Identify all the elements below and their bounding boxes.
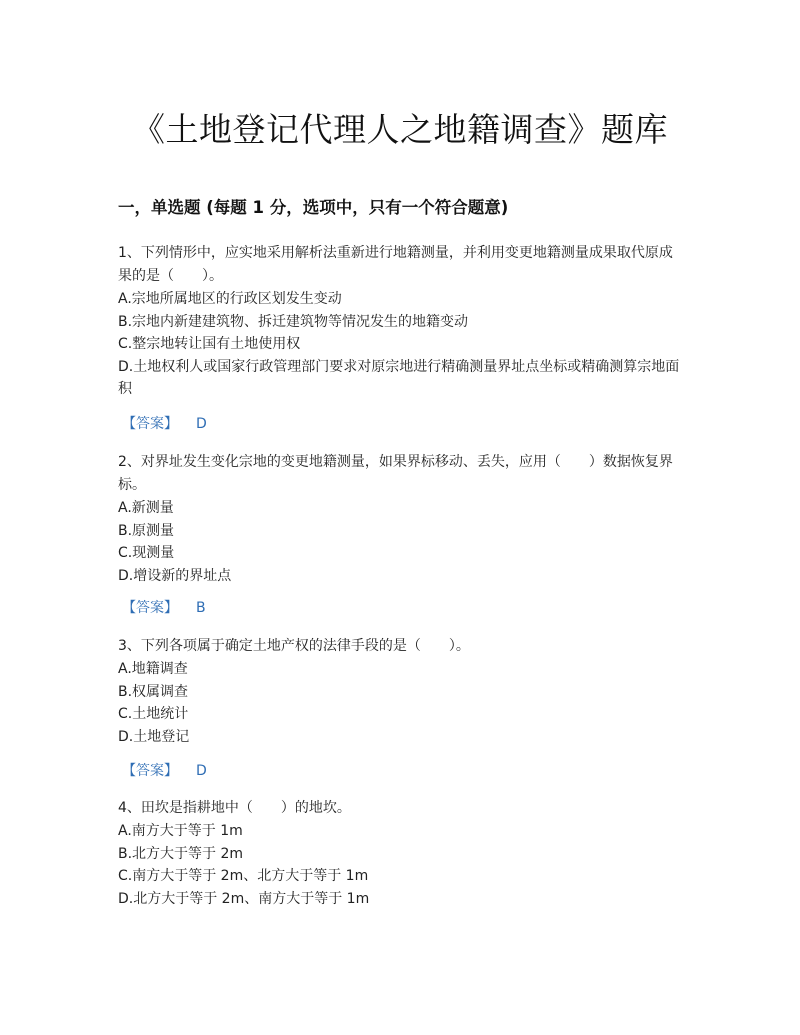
answer-value: D	[196, 416, 207, 432]
option-b: B.权属调查	[118, 683, 189, 700]
question-4	[118, 797, 683, 910]
option-d: D.北方大于等于 2m、南方大于等于 1m	[118, 890, 370, 907]
option-c: C.现测量	[118, 545, 175, 561]
option-c: C.土地统计	[118, 706, 189, 722]
option-c: C.整宗地转让国有土地使用权	[118, 336, 301, 352]
answer-label: 【答案】	[122, 416, 178, 432]
option-d: D.土地登记	[118, 728, 190, 745]
option-b: B.宗地内新建建筑物、拆迁建筑物等情况发生的地籍变动	[118, 313, 469, 330]
question-stem: 3、下列各项属于确定土地产权的法律手段的是（ ）。	[118, 638, 470, 654]
option-b: B.原测量	[118, 522, 175, 539]
question-stem: 1、下列情形中，应实地采用解析法重新进行地籍测量，并利用变更地籍测量成果取代原成果的是（ ）。	[118, 245, 673, 284]
question-stem: 2、对界址发生变化宗地的变更地籍测量，如果界标移动、丢失，应用（ ）数据恢复界标。	[118, 454, 673, 493]
question-2	[118, 451, 683, 587]
answer-line-1	[122, 413, 207, 435]
question-stem: 4、田坎是指耕地中（ ）的地坎。	[118, 800, 351, 816]
option-a: A.宗地所属地区的行政区划发生变动	[118, 291, 342, 307]
section-heading: 一，单选题 (每题 1 分，选项中，只有一个符合题意)	[118, 198, 509, 217]
answer-value: B	[196, 600, 206, 616]
option-a: A.地籍调查	[118, 661, 188, 677]
question-3	[118, 635, 683, 748]
answer-label: 【答案】	[122, 763, 178, 779]
question-1	[118, 242, 683, 401]
answer-value: D	[196, 763, 207, 779]
answer-line-3	[122, 760, 207, 782]
option-b: B.北方大于等于 2m	[118, 845, 244, 862]
option-d: D.土地权利人或国家行政管理部门要求对原宗地进行精确测量界址点坐标或精确测算宗地面积	[118, 358, 680, 397]
option-c: C.南方大于等于 2m、北方大于等于 1m	[118, 868, 369, 884]
document-title: 《土地登记代理人之地籍调查》题库	[132, 110, 668, 149]
option-d: D.增设新的界址点	[118, 567, 232, 584]
answer-line-2	[122, 597, 206, 619]
option-a: A.南方大于等于 1m	[118, 823, 243, 839]
answer-label: 【答案】	[122, 600, 178, 616]
option-a: A.新测量	[118, 500, 174, 516]
